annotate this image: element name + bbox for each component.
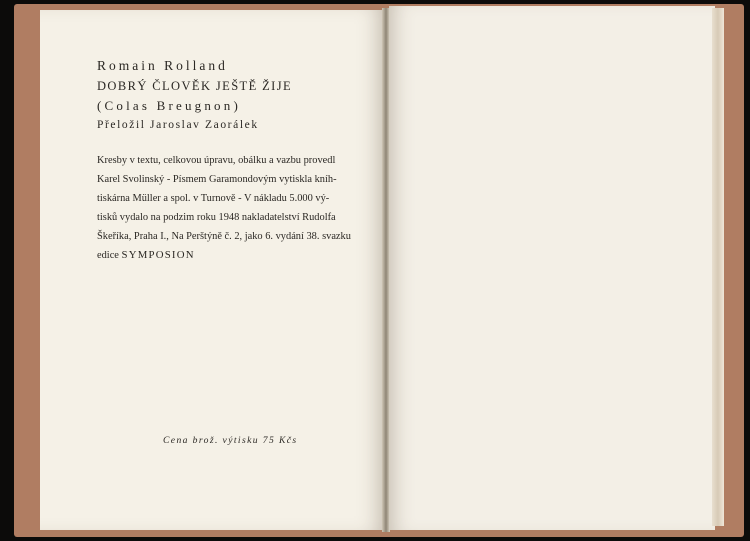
- book-subtitle: (Colas Breugnon): [97, 98, 241, 113]
- colophon-line: [97, 246, 359, 265]
- colophon-line: tiskárna Müller a spol. v Turnově - V nákladu 5.000 vý-: [97, 193, 330, 204]
- colophon-line: Škeříka, Praha I., Na Perštýně č. 2, jako 6. vydání 38. svazku: [97, 231, 351, 242]
- colophon-prefix: edice: [97, 250, 122, 261]
- right-page-blank: [389, 6, 715, 530]
- edition-name: SYMPOSION: [121, 249, 195, 261]
- translator-credit: Přeložil Jaroslav Zaorálek: [97, 119, 259, 131]
- colophon-line: Kresby v textu, celkovou úpravu, obálku a vazbu provedl: [97, 155, 336, 166]
- page-edges: [712, 8, 724, 526]
- price-note: Cena brož. výtisku 75 Kčs: [163, 435, 298, 446]
- colophon-line: Karel Svolinský - Písmem Garamondovým vytiskla kníh-: [97, 174, 337, 185]
- book-title: DOBRÝ ČLOVĚK JEŠTĚ ŽIJE: [97, 79, 293, 93]
- title-page-text: [97, 58, 359, 265]
- colophon: [97, 151, 359, 265]
- colophon-line: tisků vydalo na podzim roku 1948 nakladatelství Rudolfa: [97, 212, 336, 223]
- author-name: Romain Rolland: [97, 58, 228, 73]
